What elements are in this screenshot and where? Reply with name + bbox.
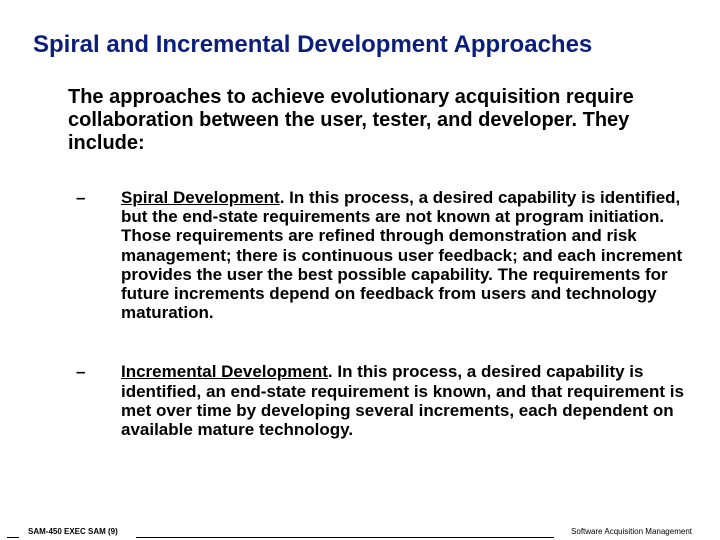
slide-title: Spiral and Incremental Development Approaches	[33, 31, 593, 58]
footer-course-code: SAM-450 EXEC SAM (9)	[28, 527, 118, 536]
bullet-incremental-development	[76, 362, 696, 439]
bullet-text: . In this process, a desired capability is identified, an end-state requirement is known, and that requirement is met over time by developing several increments, each dependent on available mature technology.	[121, 362, 684, 440]
footer-rule-middle	[136, 537, 554, 538]
bullet-dash: –	[76, 362, 86, 382]
bullet-dash: –	[76, 188, 86, 207]
bullet-spiral-development	[76, 188, 696, 322]
bullet-text: . In this process, a desired capability is identified, but the end-state requirements are not known at program initiation. Those requirements are refined through demonstration and risk management; there is continuous user feedback; and each increment provides the user the best possible capability. The requirements for future increments depend on feedback from users and technology maturation.	[121, 188, 683, 323]
footer-course-title: Software Acquisition Management	[571, 527, 692, 536]
intro-paragraph: The approaches to achieve evolutionary acquisition require collaboration between the user, tester, and developer. They include:	[68, 86, 634, 154]
bullet-term: Incremental Development	[121, 362, 328, 382]
bullet-list	[76, 188, 696, 439]
bullet-term: Spiral Development	[121, 188, 280, 207]
footer-rule-left	[7, 537, 19, 538]
